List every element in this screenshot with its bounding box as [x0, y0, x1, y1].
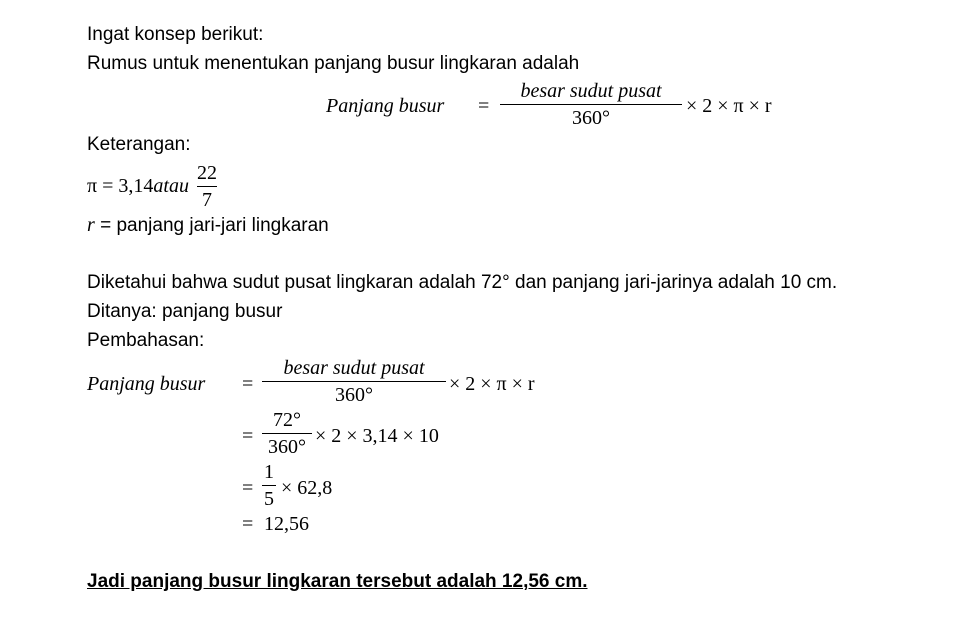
step2-equals: = — [242, 425, 254, 447]
pi-numerator: 22 — [196, 161, 217, 184]
formula-lhs: Panjang busur — [326, 95, 445, 117]
step4-result: 12,56 — [264, 513, 309, 535]
step1-fraction — [262, 356, 446, 407]
formula-rhs: × 2 × π × r — [686, 95, 772, 117]
r-text: = panjang jari-jari lingkaran — [94, 215, 329, 236]
step4-equals: = — [242, 513, 254, 535]
given-line-1: Diketahui bahwa sudut pusat lingkaran adalah 72° dan panjang jari-jarinya adalah 10 cm. — [87, 272, 838, 293]
r-definition — [87, 213, 329, 238]
r-symbol: r — [87, 214, 95, 236]
formula-fraction — [500, 79, 682, 130]
pi-value: π = 3,14 — [87, 174, 154, 197]
step2-numerator: 72° — [273, 409, 301, 431]
step1-numerator: besar sudut pusat — [283, 357, 425, 379]
given-line-3: Pembahasan: — [87, 330, 205, 351]
solution-lhs: Panjang busur — [87, 373, 206, 395]
step3-equals: = — [242, 477, 254, 499]
step2-rhs: × 2 × 3,14 × 10 — [315, 425, 439, 447]
step1-rhs: × 2 × π × r — [449, 373, 535, 395]
intro-line-1: Ingat konsep berikut: — [87, 24, 264, 45]
intro-line-2: Rumus untuk menentukan panjang busur lingkaran adalah — [87, 53, 580, 74]
fraction-bar — [197, 186, 217, 187]
pi-denominator: 7 — [201, 188, 212, 211]
step2-denominator: 360° — [268, 436, 306, 458]
step1-equals: = — [242, 373, 254, 395]
step2-fraction — [262, 408, 312, 459]
formula-numerator: besar sudut pusat — [520, 80, 662, 102]
step1-denominator: 360° — [335, 384, 373, 406]
pi-fraction — [197, 161, 217, 212]
step3-numerator: 1 — [264, 461, 274, 483]
formula-equals: = — [478, 95, 490, 117]
step3-denominator: 5 — [264, 488, 274, 510]
step3-fraction — [262, 460, 276, 511]
formula-denominator: 360° — [572, 107, 610, 129]
step3-rhs: × 62,8 — [281, 477, 333, 499]
pi-definition — [87, 160, 217, 212]
fraction-bar — [262, 433, 312, 434]
pi-atau: atau — [153, 174, 189, 197]
fraction-bar — [500, 104, 682, 105]
conclusion: Jadi panjang busur lingkaran tersebut adalah 12,56 cm. — [87, 571, 588, 592]
keterangan-title: Keterangan: — [87, 134, 191, 155]
fraction-bar — [262, 381, 446, 382]
given-line-2: Ditanya: panjang busur — [87, 301, 283, 322]
fraction-bar — [262, 485, 276, 486]
